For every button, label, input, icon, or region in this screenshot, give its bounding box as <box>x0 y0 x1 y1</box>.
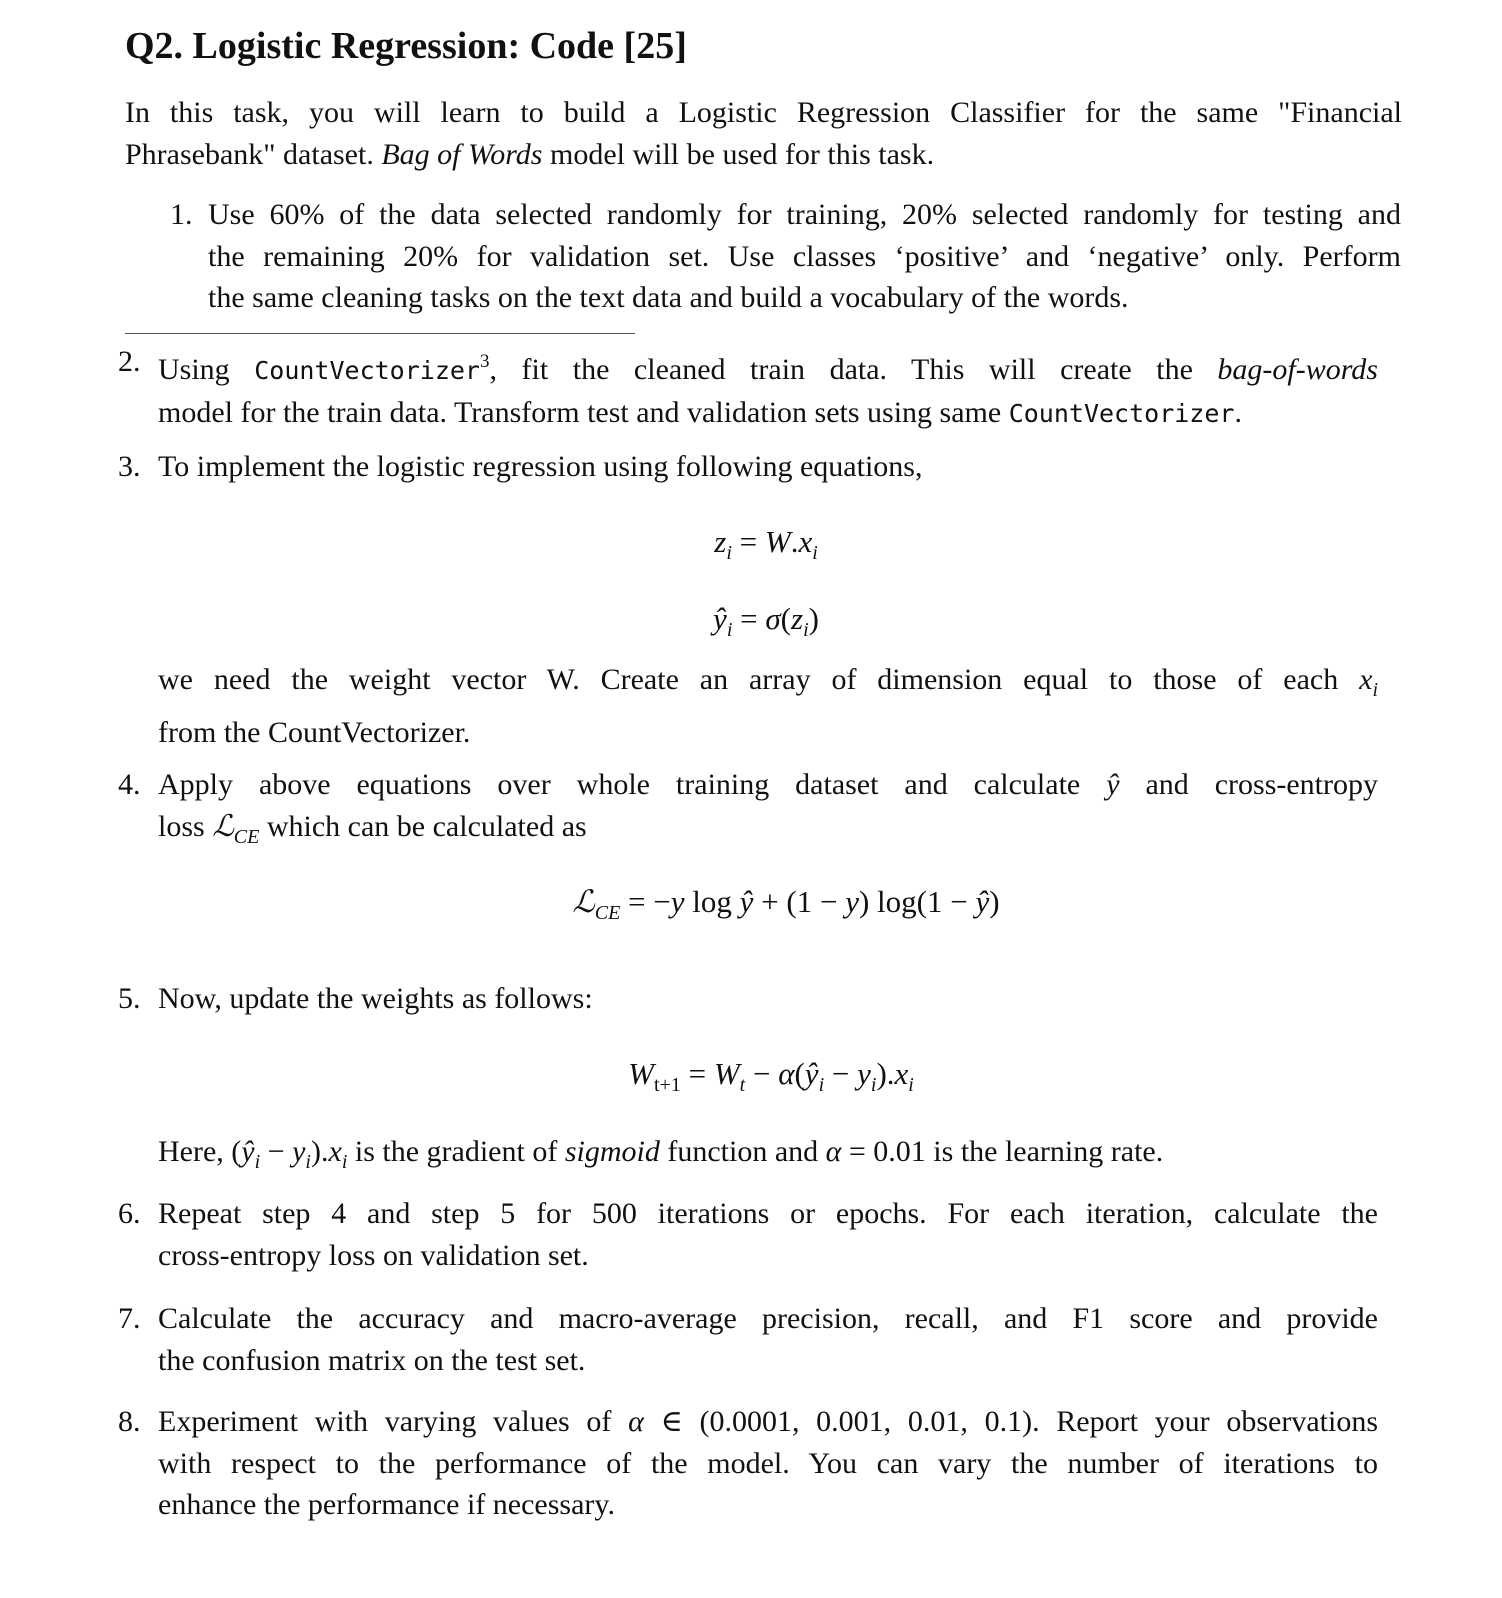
equation-yhat <box>0 601 1502 642</box>
math-text: y <box>845 884 859 919</box>
text-run: function and <box>659 1135 826 1168</box>
text-run: − <box>745 1056 779 1091</box>
text-run: ). <box>876 1056 895 1091</box>
text-run: and cross-entropy <box>1119 768 1378 801</box>
text-line <box>158 806 1378 859</box>
math-text: sigmoid <box>564 1135 660 1168</box>
text-line <box>208 194 1401 236</box>
list-item-5 <box>158 978 1378 1020</box>
math-text: ŷ <box>739 884 754 919</box>
text-run: − <box>260 1135 293 1168</box>
text-run: ). <box>310 1135 329 1168</box>
text-run: = 0.01 is the learning rate. <box>841 1135 1164 1168</box>
text-line <box>158 659 1378 712</box>
code-text: CountVectorizer <box>1008 398 1235 428</box>
text-line <box>158 1235 1378 1277</box>
math-text: i <box>726 542 732 564</box>
text-run: we need the weight vector W. Create an array of dimension equal to those of each <box>158 663 1360 696</box>
text-line <box>158 1193 1378 1235</box>
equation-cross-entropy <box>0 884 1502 925</box>
text-run: ( <box>780 601 791 636</box>
text-run: = <box>680 1056 714 1091</box>
text-run: model will be used for this task. <box>542 137 935 171</box>
section-title: Q2. Logistic Regression: Code [25] <box>125 25 687 67</box>
list-item-7 <box>158 1298 1378 1381</box>
math-text: i <box>803 619 809 641</box>
math-text: W <box>764 524 791 559</box>
text-run: Experiment with varying values of <box>158 1405 629 1438</box>
item-number: 6. <box>118 1197 141 1230</box>
text-run: = <box>732 601 766 636</box>
text-line <box>158 341 1378 392</box>
math-text: i <box>254 1151 261 1173</box>
text-line <box>158 978 1378 1020</box>
text-run: with respect to the performance of the model. You can vary the number of iterations to <box>158 1446 1378 1480</box>
text-run: cross-entropy loss on validation set. <box>158 1238 589 1272</box>
math-text: x <box>894 1056 909 1091</box>
text-run: ∈ (0.0001, 0.001, 0.01, 0.1). Report your observations <box>643 1405 1379 1438</box>
list-item-2 <box>158 341 1378 434</box>
math-text: ŷ <box>241 1135 255 1168</box>
item-number: 8. <box>118 1405 141 1438</box>
text-run: which can be calculated as <box>259 809 587 843</box>
text-run: Phrasebank" dataset. <box>125 137 382 171</box>
math-text: i <box>812 542 818 564</box>
equation-z <box>0 524 1502 565</box>
math-text: y <box>857 1056 871 1091</box>
math-text: CE <box>594 902 621 924</box>
math-text: α <box>628 1405 644 1438</box>
text-line <box>158 446 1378 488</box>
math-text: σ <box>765 601 781 636</box>
text-run: + (1 − <box>753 884 846 919</box>
math-text: z <box>714 524 727 559</box>
text-run: ) log(1 − <box>858 884 976 919</box>
math-text: W <box>713 1056 740 1091</box>
text-run: the confusion matrix on the test set. <box>158 1343 586 1377</box>
math-text: α <box>825 1135 842 1168</box>
text-run: = − <box>620 884 671 919</box>
text-line <box>208 277 1401 319</box>
text-line <box>158 1131 1378 1184</box>
text-run: , fit the cleaned train data. This will create the <box>489 353 1218 386</box>
math-text: ℒ <box>212 809 234 843</box>
text-run: . <box>790 524 799 559</box>
text-run: the remaining 20% for validation set. Use classes ‘positive’ and ‘negative’ only. Perform <box>208 239 1401 273</box>
math-text: i <box>908 1074 914 1096</box>
list-item-1 <box>208 194 1401 319</box>
math-text: ŷ <box>804 1056 819 1091</box>
text-run: Using <box>158 353 255 386</box>
math-text: ŷ <box>713 601 727 636</box>
text-line <box>158 1340 1378 1382</box>
text-line <box>125 92 1402 134</box>
math-text: z <box>790 601 804 636</box>
text-line <box>158 712 1378 754</box>
math-text: x <box>328 1135 342 1168</box>
equation-weight-update <box>0 1056 1502 1097</box>
text-run: . <box>1234 395 1242 429</box>
math-text: i <box>341 1151 348 1173</box>
item-number: 5. <box>118 982 141 1015</box>
math-text: i <box>305 1151 311 1173</box>
text-run: Apply above equations over whole training dataset and calculate <box>158 768 1107 801</box>
text-line <box>158 764 1378 806</box>
footnote-divider <box>125 333 635 334</box>
text-run: Calculate the accuracy and macro-average precision, recall, and F1 score and provide <box>158 1302 1378 1335</box>
text-run: ) <box>808 601 819 636</box>
text-run: ( <box>794 1056 805 1091</box>
list-item-4 <box>158 764 1378 858</box>
math-text: i <box>1372 679 1378 701</box>
text-run: Here, ( <box>158 1135 242 1168</box>
text-line <box>158 392 1378 435</box>
math-text: W <box>628 1056 654 1091</box>
math-text: CE <box>233 825 260 848</box>
text-run: In this task, you will learn to build a Logistic Regression Classifier for the same "Financial <box>125 96 1402 129</box>
math-text: x <box>1359 663 1373 696</box>
text-run: loss <box>158 809 213 843</box>
list-item-3 <box>158 446 1378 488</box>
item-number: 4. <box>118 768 141 801</box>
math-text: x <box>798 524 813 559</box>
text-run: enhance the performance if necessary. <box>158 1488 615 1521</box>
intro-paragraph <box>125 92 1402 175</box>
math-text: ℒ <box>572 884 595 919</box>
text-run: ) <box>989 884 1000 919</box>
text-run: log <box>684 884 740 919</box>
text-line <box>125 134 1402 176</box>
item-number: 2. <box>118 345 141 378</box>
list-item-8 <box>158 1401 1378 1526</box>
math-text: α <box>778 1056 795 1091</box>
math-text: t <box>739 1074 746 1096</box>
text-run: the same cleaning tasks on the text data and build a vocabulary of the words. <box>208 281 1129 314</box>
item-number: 7. <box>118 1302 141 1335</box>
item-number: 3. <box>118 450 141 483</box>
text-line <box>208 236 1401 278</box>
math-text: i <box>818 1074 825 1096</box>
list-item-6 <box>158 1193 1378 1276</box>
text-run: from the CountVectorizer. <box>158 715 471 749</box>
item-number: 1. <box>170 198 193 231</box>
math-text: t+1 <box>653 1074 681 1096</box>
text-run: = <box>731 524 765 559</box>
text-run: Now, update the weights as follows: <box>158 982 593 1015</box>
text-run: Repeat step 4 and step 5 for 500 iterations or epochs. For each iteration, calculate the <box>158 1197 1378 1230</box>
text-line <box>158 1443 1378 1485</box>
text-line <box>158 1298 1378 1340</box>
math-text: y <box>292 1135 306 1168</box>
text-run: model for the train data. Transform test and validation sets using same <box>158 395 1009 429</box>
math-text: ŷ <box>1106 768 1120 801</box>
math-text: bag-of-words <box>1217 353 1378 386</box>
text-run: Use 60% of the data selected randomly for training, 20% selected randomly for testing and <box>208 198 1401 231</box>
math-text: ŷ <box>975 884 990 919</box>
code-text: CountVectorizer <box>254 356 480 385</box>
item-5-continuation <box>158 1131 1378 1184</box>
math-text: i <box>726 619 733 641</box>
item-3-continuation <box>158 659 1378 753</box>
text-run: − <box>824 1056 858 1091</box>
math-text: i <box>870 1074 877 1096</box>
text-run: To implement the logistic regression using following equations, <box>158 450 923 483</box>
text-line <box>158 1484 1378 1526</box>
text-run: is the gradient of <box>347 1135 565 1168</box>
math-text: 3 <box>480 351 490 372</box>
text-line <box>158 1401 1378 1443</box>
math-text: Bag of Words <box>381 137 543 171</box>
math-text: y <box>670 884 685 919</box>
